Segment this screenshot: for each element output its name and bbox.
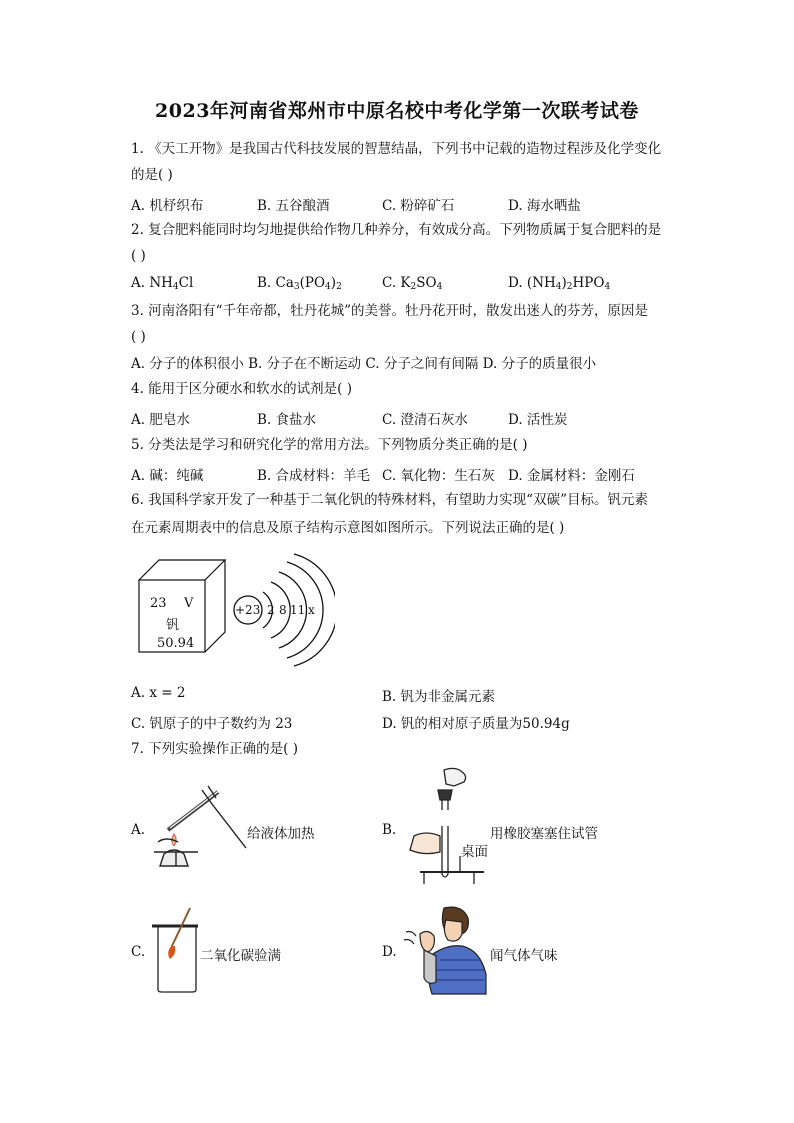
q4-option-c[interactable]: C. 澄清石灰水 <box>382 412 468 428</box>
element-symbol: V <box>184 596 194 611</box>
q2-option-c[interactable]: C. $K_2SO_4$ <box>382 275 443 292</box>
q7-option-b-desk-label: 桌面 <box>461 844 488 860</box>
q5-option-b[interactable]: B. 合成材料：羊毛 <box>257 468 371 484</box>
q5-option-d[interactable]: D. 金属材料：金刚石 <box>508 468 635 484</box>
atomic-mass: 50.94 <box>157 636 195 651</box>
q6-stem-line2: 在元素周期表中的信息及原子结构示意图如图所示。下列说法正确的是( ) <box>131 520 565 536</box>
q3-stem-line1: 3. 河南洛阳有“千年帝都，牡丹花城”的美誉。牡丹花开时，散发出迷人的芬芳，原因是 <box>131 303 648 319</box>
q7-option-c-letter[interactable]: C. <box>131 944 146 960</box>
q7-option-c-caption: 二氧化碳验满 <box>200 948 281 964</box>
q2-option-b[interactable]: B. $Ca_3(PO_4)_2$ <box>257 275 342 292</box>
q1-option-a[interactable]: A. 机杼织布 <box>131 198 204 214</box>
q7-option-b-caption: 用橡胶塞塞住试管 <box>490 826 598 842</box>
element-name: 钒 <box>166 618 180 633</box>
shell-1-electrons: 2 <box>267 603 275 617</box>
q2-stem-line2: ( ) <box>131 248 146 264</box>
shell-4-electrons: x <box>308 603 315 617</box>
q1-stem-line2: 的是( ) <box>131 167 173 183</box>
q1-option-b[interactable]: B. 五谷酿酒 <box>257 198 330 214</box>
q7-option-d-caption: 闻气体气味 <box>490 948 558 964</box>
q7-option-d-letter[interactable]: D. <box>382 944 397 960</box>
atomic-number: 23 <box>150 596 167 611</box>
shell-2-electrons: 8 <box>279 603 287 617</box>
q6-option-c[interactable]: C. 钒原子的中子数约为 23 <box>131 716 293 732</box>
shell-3-electrons: 11 <box>290 603 306 617</box>
nucleus-charge: +23 <box>235 603 261 617</box>
q4-option-a[interactable]: A. 肥皂水 <box>131 412 190 428</box>
q2-option-d[interactable]: D. $(NH_4)_2HPO_4$ <box>508 275 611 292</box>
q5-option-a[interactable]: A. 碱：纯碱 <box>131 468 204 484</box>
q4-option-b[interactable]: B. 食盐水 <box>257 412 317 428</box>
co2-test-illustration <box>150 906 206 996</box>
page-title: 2023年河南省郑州市中原名校中考化学第一次联考试卷 <box>155 100 639 122</box>
q7-option-b-letter[interactable]: B. <box>382 822 397 838</box>
q4-stem: 4. 能用于区分硬水和软水的试剂是( ) <box>131 381 352 397</box>
q1-stem-line1: 1. 《天工开物》是我国古代科技发展的智慧结晶，下列书中记载的造物过程涉及化学变化 <box>131 141 662 157</box>
stopper-tube-illustration <box>404 764 490 892</box>
q7-option-a-letter[interactable]: A. <box>131 822 146 838</box>
q5-stem: 5. 分类法是学习和研究化学的常用方法。下列物质分类正确的是( ) <box>131 437 528 453</box>
heating-liquid-illustration <box>148 782 252 878</box>
q3-options[interactable]: A. 分子的体积很小 B. 分子在不断运动 C. 分子之间有间隔 D. 分子的质量很小 <box>131 356 597 372</box>
smelling-gas-illustration <box>400 904 490 996</box>
q4-option-d[interactable]: D. 活性炭 <box>508 412 568 428</box>
q7-option-a-caption: 给液体加热 <box>247 826 315 842</box>
q6-option-a[interactable]: A. x = 2 <box>131 685 186 701</box>
q6-stem-line1: 6. 我国科学家开发了一种基于二氧化钒的特殊材料，有望助力实现“双碳”目标。钒元素 <box>131 492 648 508</box>
q3-stem-line2: ( ) <box>131 329 146 345</box>
q6-option-b[interactable]: B. 钒为非金属元素 <box>382 689 496 705</box>
q7-stem: 7. 下列实验操作正确的是( ) <box>131 741 298 757</box>
q5-option-c[interactable]: C. 氧化物：生石灰 <box>382 468 495 484</box>
q1-option-c[interactable]: C. 粉碎矿石 <box>382 198 455 214</box>
q1-option-d[interactable]: D. 海水晒盐 <box>508 198 581 214</box>
q2-stem-line1: 2. 复合肥料能同时均匀地提供给作物几种养分，有效成分高。下列物质属于复合肥料的是 <box>131 222 662 238</box>
q2-option-a[interactable]: A. $NH_4Cl$ <box>131 275 194 292</box>
q6-option-d[interactable]: D. 钒的相对原子质量为50.94g <box>382 716 570 732</box>
